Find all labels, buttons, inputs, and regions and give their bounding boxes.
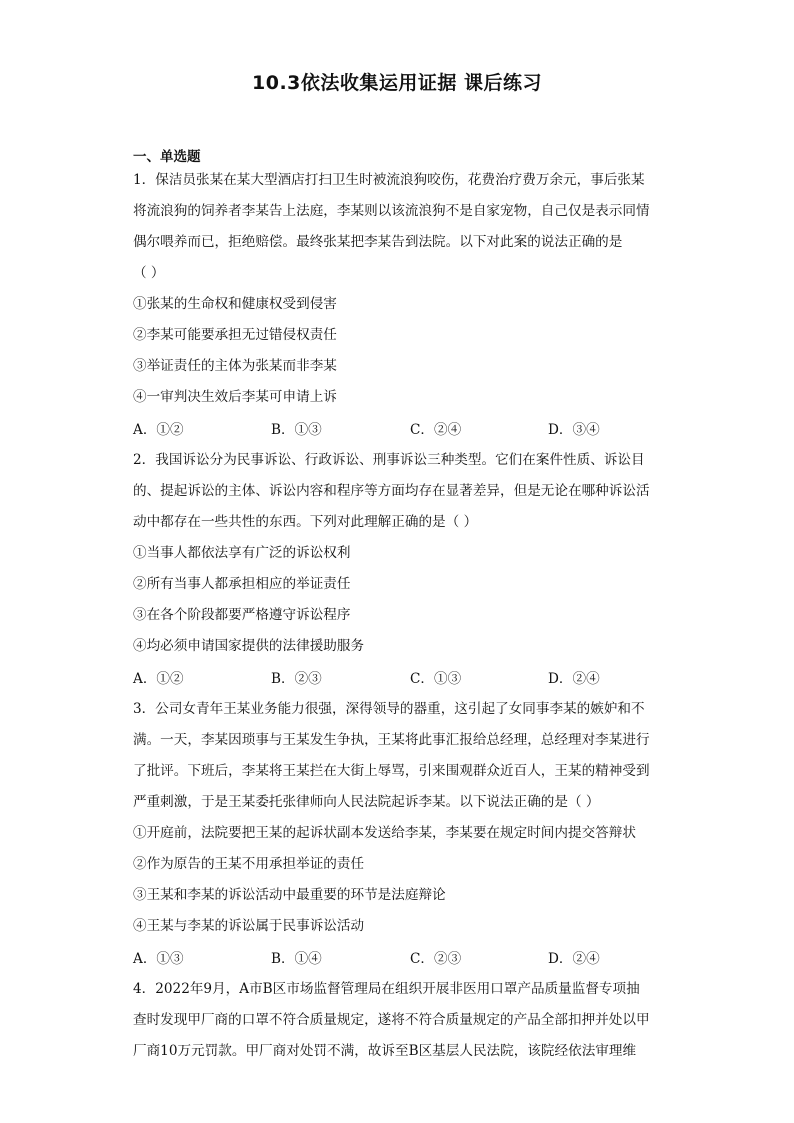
question-2-statement-3: ③在各个阶段都要严格遵守诉讼程序 <box>133 607 351 623</box>
question-2-statement-4: ④均必须申请国家提供的法律援助服务 <box>133 638 365 654</box>
question-1-options <box>133 420 663 440</box>
section-heading: 一、单选题 <box>133 149 201 165</box>
question-1-stem-line-3: 偶尔喂养而已，拒绝赔偿。最终张某把李某告到法院。以下对此案的说法正确的是 <box>133 234 623 250</box>
question-1-stem-line-2: 将流浪狗的饲养者李某告上法庭，李某则以该流浪狗不是自家宠物，自己仅是表示同情 <box>133 203 650 219</box>
question-1-statement-3: ③举证责任的主体为张某而非李某 <box>133 358 337 374</box>
question-3-option-a: A．①③ <box>133 951 184 967</box>
question-3-option-d: D．②④ <box>548 951 600 967</box>
question-3-statement-2: ②作为原告的王某不用承担举证的责任 <box>133 856 365 872</box>
page-title: 10.3依法收集运用证据 课后练习 <box>252 72 542 94</box>
question-2-stem-line-1: 2．我国诉讼分为民事诉讼、行政诉讼、刑事诉讼三种类型。它们在案件性质、诉讼目 <box>133 452 645 468</box>
question-1-option-d: D．③④ <box>548 422 600 438</box>
question-2-stem-line-3: 动中都存在一些共性的东西。下列对此理解正确的是（ ） <box>133 514 478 530</box>
question-3-statement-4: ④王某与李某的诉讼属于民事诉讼活动 <box>133 918 365 934</box>
question-3-stem-line-2: 满。一天，李某因琐事与王某发生争执，王某将此事汇报给总经理，总经理对李某进行 <box>133 732 650 748</box>
question-1-statement-1: ①张某的生命权和健康权受到侵害 <box>133 296 337 312</box>
question-2-option-b: B．②③ <box>271 671 322 687</box>
question-3-stem-line-1: 3．公司女青年王某业务能力很强，深得领导的器重，这引起了女同事李某的嫉妒和不 <box>133 701 645 717</box>
question-3-option-b: B．①④ <box>271 951 322 967</box>
question-3-stem-line-4: 严重刺激，于是王某委托张律师向人民法院起诉李某。以下说法正确的是（ ） <box>133 794 600 810</box>
question-4-stem-line-3: 厂商10万元罚款。甲厂商对处罚不满，故诉至B区基层人民法院，该院经依法审理维 <box>133 1043 637 1059</box>
question-2-statement-1: ①当事人都依法享有广泛的诉讼权利 <box>133 545 351 561</box>
question-2-stem-line-2: 的、提起诉讼的主体、诉讼内容和程序等方面均存在显著差异，但是无论在哪种诉讼活 <box>133 483 650 499</box>
question-1-option-b: B．①③ <box>271 422 322 438</box>
question-1-stem-line-1: 1．保洁员张某在某大型酒店打扫卫生时被流浪狗咬伤，花费治疗费万余元，事后张某 <box>133 172 645 188</box>
question-2-option-c: C．①③ <box>410 671 462 687</box>
question-1-statement-4: ④一审判决生效后李某可申请上诉 <box>133 389 337 405</box>
question-1-statement-2: ②李某可能要承担无过错侵权责任 <box>133 327 337 343</box>
question-4-stem-line-2: 查时发现甲厂商的口罩不符合质量规定，遂将不符合质量规定的产品全部扣押并处以甲 <box>133 1012 650 1028</box>
question-3-options <box>133 949 663 969</box>
question-2-option-a: A．①② <box>133 671 184 687</box>
question-1-option-c: C．②④ <box>410 422 462 438</box>
question-3-statement-3: ③王某和李某的诉讼活动中最重要的环节是法庭辩论 <box>133 887 446 903</box>
question-1-stem-line-4: （ ） <box>133 265 165 281</box>
question-3-option-c: C．②③ <box>410 951 462 967</box>
question-3-statement-1: ①开庭前，法院要把王某的起诉状副本发送给李某，李某要在规定时间内提交答辩状 <box>133 825 636 841</box>
question-2-option-d: D．②④ <box>548 671 600 687</box>
question-2-options <box>133 669 663 689</box>
question-1-option-a: A．①② <box>133 422 184 438</box>
question-4-stem-line-1: 4．2022年9月，A市B区市场监督管理局在组织开展非医用口罩产品质量监督专项抽 <box>133 981 640 997</box>
question-2-statement-2: ②所有当事人都承担相应的举证责任 <box>133 576 351 592</box>
question-3-stem-line-3: 了批评。下班后，李某将王某拦在大街上辱骂，引来围观群众近百人，王某的精神受到 <box>133 763 650 779</box>
